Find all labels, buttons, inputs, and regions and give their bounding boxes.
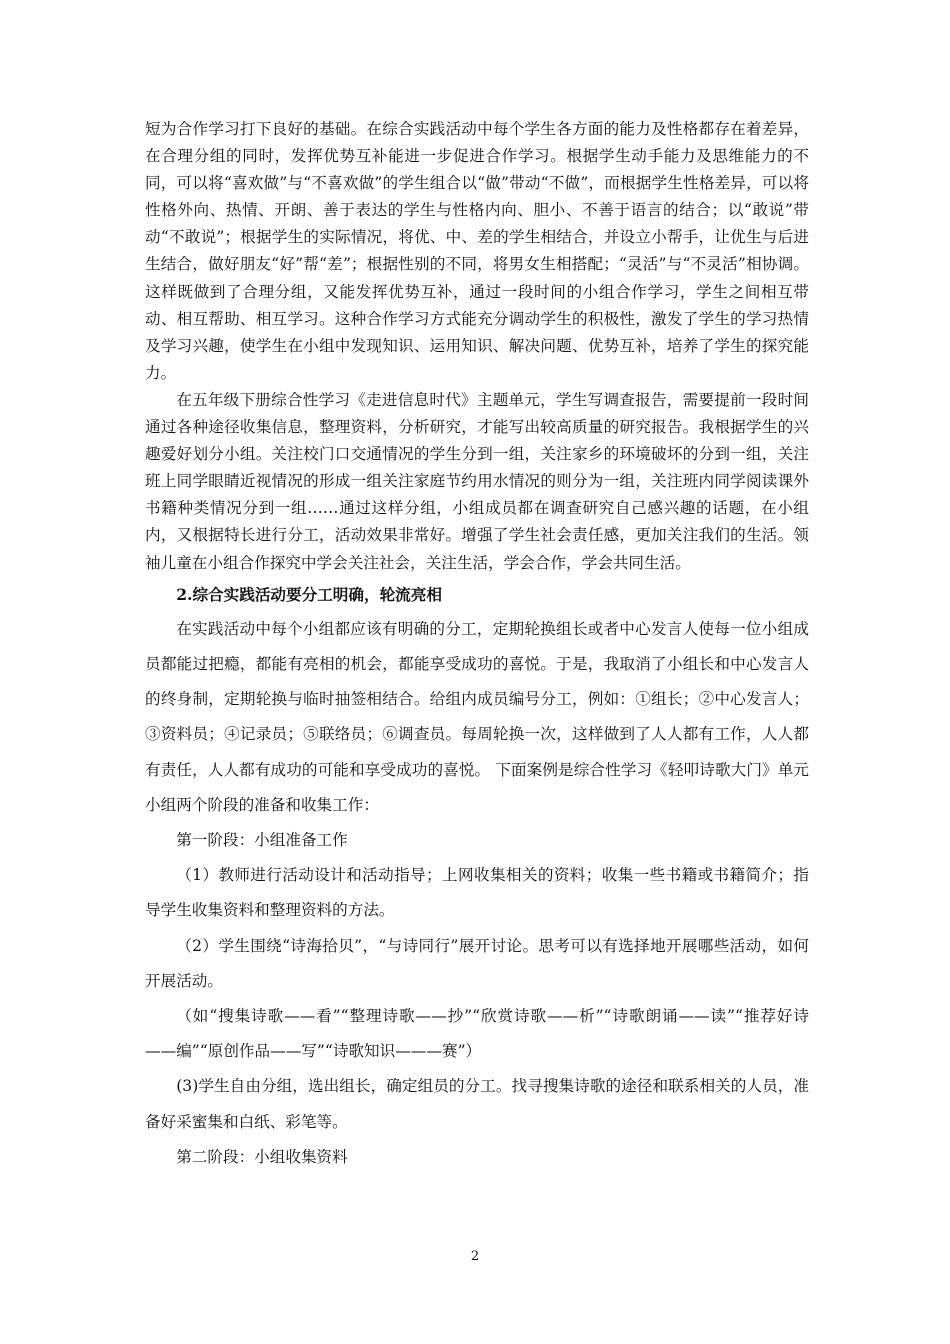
phase-one-item-3: (3)学生自由分组，选出组长，确定组员的分工。找寻搜集诗歌的途径和联系相关的人员，准备好采蜜集和白纸、彩笔等。 — [145, 1077, 809, 1131]
body-text — [145, 116, 809, 1175]
page-number: 2 — [470, 1249, 480, 1264]
phase-two-title: 第二阶段：小组收集资料 — [176, 1147, 348, 1166]
paragraph-information-age-example: 在五年级下册综合性学习《走进信息时代》主题单元，学生写调查报告，需要提前一段时间通过各种途径收集信息，整理资料，分析研究，才能写出较高质量的研究报告。我根据学生的兴趣爱好划分小组。关注校门口交通情况的学生分到一组，关注家乡的环境破坏的分到一组，关注班上同学眼睛近视情况的形成一组关注家庭节约用水情况的则分为一组，关注班内同学阅读课外书籍种类情况分到一组……通过这样分组，小组成员都在调查研究自己感兴趣的话题，在小组内，又根据特长进行分工，活动效果非常好。增强了学生社会责任感，更加关注我们的生活。领袖儿童在小组合作探究中学会关注社会，关注生活，学会合作，学会共同生活。 — [145, 390, 809, 572]
phase-one-activities-note: （如“搜集诗歌——看”“整理诗歌——抄”“欣赏诗歌——析”“诗歌朗诵——读”“推荐好诗——编”“原创作品——写”“诗歌知识———赛”） — [145, 1007, 809, 1061]
phase-one-title: 第一阶段：小组准备工作 — [176, 831, 348, 850]
phase-one-item-1: （1）教师进行活动设计和活动指导；上网收集相关的资料；收集一些书籍或书籍简介；指导学生收集资料和整理资料的方法。 — [145, 866, 809, 920]
phase-one-item-2: （2）学生围绕“诗海拾贝”，“与诗同行”展开讨论。思考可以有选择地开展哪些活动，如何开展活动。 — [145, 936, 809, 990]
paragraph-rotation-roles: 在实践活动中每个小组都应该有明确的分工，定期轮换组长或者中心发言人使每一位小组成员都能过把瘾，都能有亮相的机会，都能享受成功的喜悦。于是，我取消了小组长和中心发言人的终身制，定期轮换与临时抽签相结合。给组内成员编号分工，例如：①组长；②中心发言人；③资料员；④记录员；⑤联络员；⑥调查员。每周轮换一次，这样做到了人人都有工作，人人都有责任，人人都有成功的可能和享受成功的喜悦。 下面案例是综合性学习《轻叩诗歌大门》单元小组两个阶段的准备和收集工作： — [145, 619, 809, 814]
section-heading-division-of-labor: 2.综合实践活动要分工明确，轮流亮相 — [176, 584, 442, 604]
paragraph-grouping-benefits: 短为合作学习打下良好的基础。在综合实践活动中每个学生各方面的能力及性格都存在着差异，在合理分组的同时，发挥优势互补能进一步促进合作学习。根据学生动手能力及思维能力的不同，可以将“喜欢做”与“不喜欢做”的学生组合以“做”带动“不做”，而根据学生性格差异，可以将性格外向、热情、开朗、善于表达的学生与性格内向、胆小、不善于语言的结合；以“敢说”带动“不敢说”；根据学生的实际情况，将优、中、差的学生相结合，并设立小帮手，让优生与后进生结合，做好朋友“好”帮“差”；根据性别的不同，将男女生相搭配；“灵活”与“不灵活”相协调。这样既做到了合理分组，又能发挥优势互补，通过一段时间的小组合作学习，学生之间相互带动、相互帮助、相互学习。这种合作学习方式能充分调动学生的积极性，激发了学生的学习热情及学习兴趣，使学生在小组中发现知识、运用知识、解决问题、优势互补，培养了学生的探究能力。 — [145, 120, 809, 382]
